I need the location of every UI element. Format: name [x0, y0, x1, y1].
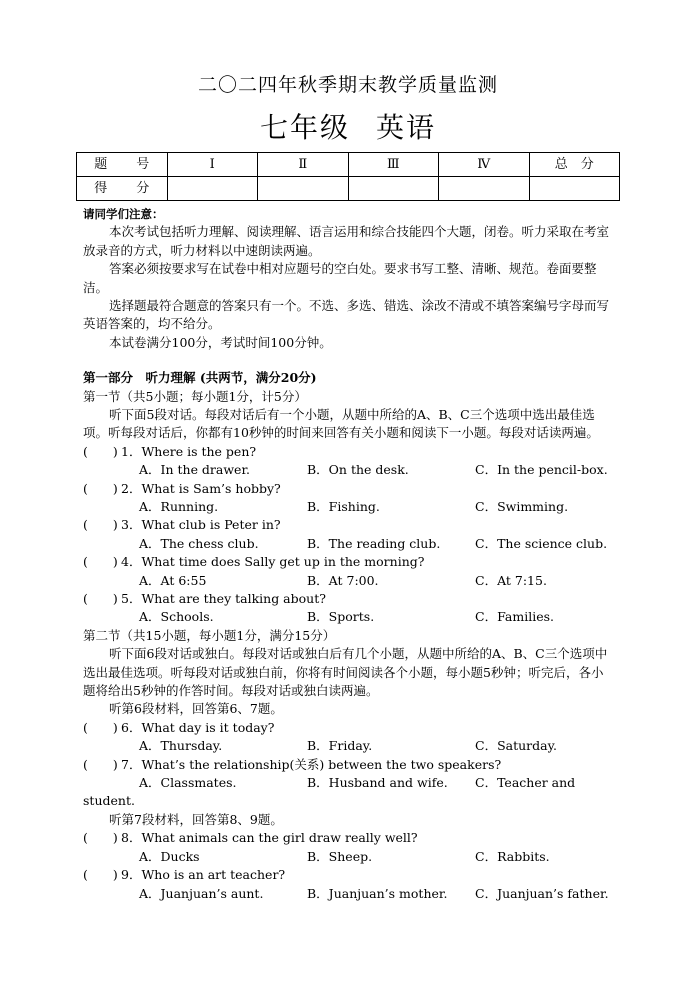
option-c-wrap: student.	[83, 793, 135, 809]
score-cell[interactable]	[348, 177, 439, 201]
question-stem: 6．What day is it today?	[121, 719, 275, 735]
question-4	[83, 553, 615, 590]
option-a: A．Juanjuan’s aunt.	[139, 885, 264, 901]
section2-instructions: 听下面6段对话或独白。每段对话或独白后有几个小题，从题中所给的A、B、C三个选项中选出最佳选项。听每段对话或独白前，你将有时间阅读各个小题，每小题5秒钟；听完后，各小题将给出5秒钟的作答时间。每段对话或独白读两遍。	[83, 646, 608, 699]
option-c: C．In the pencil-box.	[475, 462, 608, 478]
question-stem: 5．What are they talking about?	[121, 591, 326, 607]
option-c: C．Swimming.	[475, 499, 569, 515]
option-b: B．Sports.	[307, 609, 375, 625]
question-2	[83, 480, 615, 517]
option-b: B．The reading club.	[307, 535, 441, 551]
grade-subject-title	[0, 106, 696, 146]
section2-heading: 第二节（共15小题，每小题1分，满分15分）	[83, 627, 336, 643]
section1-heading: 第一节（共5小题；每小题1分，计5分）	[83, 388, 307, 404]
option-a: A．Running.	[139, 499, 219, 515]
score-table	[76, 152, 620, 201]
part1-heading: 第一部分 听力理解 (共两节，满分20分)	[83, 370, 317, 386]
notice-paragraph: 选择题最符合题意的答案只有一个。不选、多选、错选、涂改不清或不填答案编号字母而写英语答案的，均不给分。	[83, 298, 610, 332]
question-1	[83, 443, 615, 480]
option-c: C．Rabbits.	[475, 848, 550, 864]
score-cell[interactable]	[258, 177, 349, 201]
score-cell[interactable]	[167, 177, 258, 201]
option-c: C．At 7:15.	[475, 572, 547, 588]
exam-content	[83, 205, 615, 903]
option-a: A．Classmates.	[139, 775, 237, 791]
score-table-score-row	[77, 177, 620, 201]
answer-bracket[interactable]: ( )	[83, 867, 118, 883]
question-stem: 9．Who is an art teacher?	[121, 867, 286, 883]
notice-paragraph: 本次考试包括听力理解、阅读理解、语言运用和综合技能四个大题，闭卷。听力采取在考室放录音的方式，听力材料以中速朗读两遍。	[83, 224, 610, 258]
answer-bracket[interactable]: ( )	[83, 443, 118, 459]
score-col-1: Ⅰ	[167, 153, 258, 177]
option-a: A．At 6:55	[139, 572, 207, 588]
section1-instructions: 听下面5段对话。每段对话后有一个小题，从题中所给的A、B、C三个选项中选出最佳选项。听每段对话后，你都有10秒钟的时间来回答有关小题和阅读下一小题。每段对话读两遍。	[83, 407, 599, 441]
score-col-question: 题 号	[77, 153, 168, 177]
question-stem: 2．What is Sam’s hobby?	[121, 480, 281, 496]
option-b: B．At 7:00.	[307, 572, 379, 588]
option-a: A．In the drawer.	[139, 462, 251, 478]
answer-bracket[interactable]: ( )	[83, 719, 118, 735]
option-c: C．Teacher and	[475, 775, 576, 791]
question-stem: 8．What animals can the girl draw really well?	[121, 830, 418, 846]
option-c: C．Juanjuan’s father.	[475, 885, 609, 901]
material-6-label: 听第6段材料，回答第6、7题。	[109, 701, 283, 717]
question-6	[83, 719, 615, 756]
answer-bracket[interactable]: ( )	[83, 756, 118, 772]
exam-title: 二〇二四年秋季期末教学质量监测	[197, 74, 498, 96]
question-stem: 1．Where is the pen?	[121, 443, 257, 459]
question-stem: 7．What’s the relationship(关系) between the two speakers?	[121, 756, 502, 772]
option-b: B．Fishing.	[307, 499, 380, 515]
score-col-2: Ⅱ	[258, 153, 349, 177]
material-7-label: 听第7段材料，回答第8、9题。	[109, 811, 283, 827]
notice-paragraph: 本试卷满分100分，考试时间100分钟。	[109, 334, 332, 350]
option-a: A．Ducks	[139, 848, 200, 864]
question-stem: 3．What club is Peter in?	[121, 517, 281, 533]
subject-label: 英语	[376, 111, 437, 144]
question-5	[83, 590, 615, 627]
answer-bracket[interactable]: ( )	[83, 480, 118, 496]
answer-bracket[interactable]: ( )	[83, 554, 118, 570]
option-a: A．Schools.	[139, 609, 214, 625]
question-3	[83, 516, 615, 553]
option-b: B．Friday.	[307, 738, 373, 754]
score-cell[interactable]	[529, 177, 620, 201]
option-b: B．Juanjuan’s mother.	[307, 885, 448, 901]
grade-label: 七年级	[259, 111, 350, 144]
answer-bracket[interactable]: ( )	[83, 591, 118, 607]
question-stem: 4．What time does Sally get up in the morning?	[121, 554, 425, 570]
option-a: A．Thursday.	[139, 738, 223, 754]
option-c: C．Families.	[475, 609, 554, 625]
notice-paragraph: 答案必须按要求写在试卷中相对应题号的空白处。要求书写工整、清晰、规范。卷面要整洁。	[83, 261, 597, 295]
notice-heading: 请同学们注意：	[83, 207, 164, 221]
option-b: B．Sheep.	[307, 848, 373, 864]
answer-bracket[interactable]: ( )	[83, 517, 118, 533]
score-col-4: Ⅳ	[439, 153, 530, 177]
question-7	[83, 756, 615, 811]
score-table-header-row	[77, 153, 620, 177]
question-9	[83, 866, 615, 903]
option-c: C．The science club.	[475, 535, 608, 551]
option-b: B．Husband and wife.	[307, 775, 448, 791]
score-col-3: Ⅲ	[348, 153, 439, 177]
answer-bracket[interactable]: ( )	[83, 830, 118, 846]
option-a: A．The chess club.	[139, 535, 259, 551]
score-col-total: 总 分	[529, 153, 620, 177]
option-c: C．Saturday.	[475, 738, 557, 754]
option-b: B．On the desk.	[307, 462, 409, 478]
question-8	[83, 829, 615, 866]
score-cell[interactable]	[439, 177, 530, 201]
score-row-label: 得 分	[77, 177, 168, 201]
